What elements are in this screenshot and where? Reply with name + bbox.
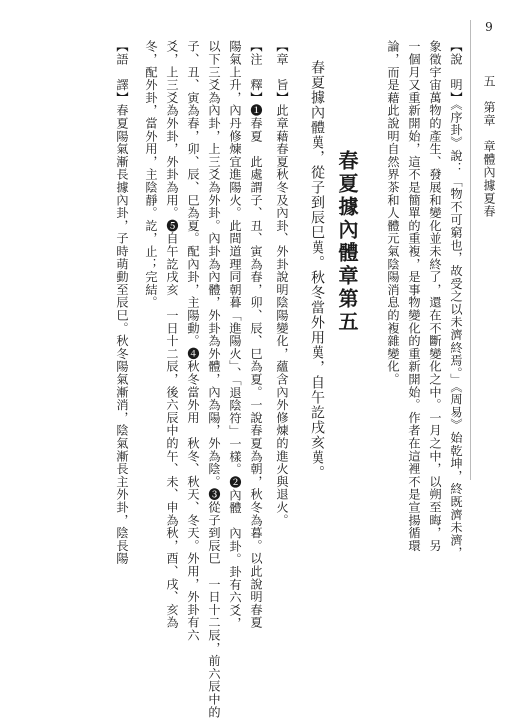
header-rule xyxy=(470,20,471,480)
chapter-title: 春夏據內體章第五 xyxy=(335,150,359,334)
notes-line-5: 爻，上三爻為外卦，外卦為用。❺自午訖戌亥 一日十二辰，後六辰中的午、未、申為秋，酉、戌、亥為 xyxy=(165,40,179,629)
explain-line-4: 論，而是藉此說明自然界茶和人體元氣陰陽消息的複雜變化。 xyxy=(386,40,400,386)
running-head xyxy=(481,20,498,218)
notes-line-3: 以下三爻為內卦，上三爻為外卦。內卦為內體，外卦為外體，內為陽，外為陰。❸從子到辰巳 一日十二辰，前六辰中的 xyxy=(207,40,221,718)
explain-line-2: 象徵宇宙萬物的產生、發展和變化並未終了，還在不斷變化之中。一月之中，以朔至晦，另 xyxy=(428,40,442,552)
explain-line-3: 一個月又重新開始，這不是簡單的重複，是事物變化的重新開始。作者在這裡不是宣揚循環 xyxy=(407,40,421,552)
notes-line-1: 【注 釋】❶春夏 此處謂子、丑、寅為春，卯、辰、巳為夏。一說春夏為朝，秋冬為暮。以此說明春夏 xyxy=(249,40,263,629)
translation-line-1: 【語 譯】春夏陽氣漸長據內卦，子時萌動至辰巳。秋冬陽氣漸消，陰氣漸長主外卦，陰長陽 xyxy=(115,40,129,565)
notes-line-4: 子、丑、寅為春，卯、辰、巳為夏。配內卦，主陽動。❹秋冬當外用 秋冬、秋天、冬天。外用，外卦有六 xyxy=(186,40,200,642)
chapter-verse: 春夏據內體𦰩，從子到辰巳𦰩。秋冬當外用𦰩，自午訖戌亥𦰩。 xyxy=(309,60,325,480)
running-title: 五 第章 章體內據夏春 xyxy=(482,75,496,218)
page-number: 9 xyxy=(482,20,496,35)
notes-line-6: 冬，配外卦，當外用，主陰靜。訖，止；完結。 xyxy=(144,40,158,309)
explain-line-1: 【說 明】《序卦》說：「物不可窮也，故受之以未濟終焉。」《周易》始乾坤，終既濟未濟， xyxy=(449,40,463,560)
notes-line-2: 陽氣上升，內丹修煉宜進陽火。此間道理同朝暮「進陽火」、「退陰符」一樣。❷內體 內卦。卦有六爻， xyxy=(228,40,242,630)
summary-line-1: 【章 旨】此章藉春夏秋冬及內卦、外卦說明陰陽變化，蘊含內外修煉的進火與退火。 xyxy=(275,40,289,527)
